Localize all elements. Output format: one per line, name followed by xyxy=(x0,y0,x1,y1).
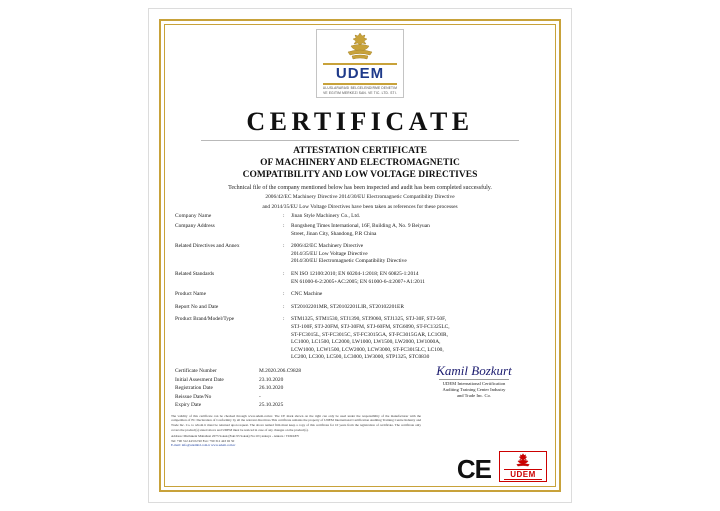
field-row-report-no xyxy=(171,304,549,312)
field-value xyxy=(291,243,549,266)
signature-mark: Kamil Bozkurt xyxy=(436,362,512,378)
date-value: - xyxy=(259,393,261,400)
crest-svg xyxy=(343,32,377,62)
signature-line-1: UDEM International Certification xyxy=(442,380,506,386)
field-row-product-model xyxy=(171,316,549,362)
udem-logo xyxy=(316,29,404,98)
field-label: Related Directives and Annex xyxy=(175,243,240,250)
colon: : xyxy=(283,223,285,229)
subtitle-line-1: ATTESTATION CERTIFICATE xyxy=(293,146,427,156)
field-label: Related Standards xyxy=(175,270,215,277)
stamp-divider-bottom xyxy=(504,479,542,480)
logo-header xyxy=(171,29,549,99)
reference-line-2: and 2014/35/EU Low Voltage Directives have been taken as references for these processes xyxy=(262,203,458,210)
legal-paragraph: The validity of this certificate can be checked through www.udem.com.tr. The CE mark shown on the right can only be used under the responsibility of the manufacturer with the competition of EC Declaration of Conformity by all the relevant directives.This certificate remains the property of UDEM International Certification Auditing Training Centre Industry and Trade Inc. Co. to whom it must be returned upon request. The above named firm must keep a copy of this certificate for 10 years from the registration of certificate. The certificate only covers the product(s) stated above and UDEM must be noticed in case of any changes on the product(s). xyxy=(171,413,421,432)
company-name-label: Company Name xyxy=(175,213,212,219)
reference-line-1: 2006/42/EC Machinery Directive 2014/30/EU Electromagnetic Compatibility Directive xyxy=(265,194,455,200)
value-line: 2014/35/EU Low Voltage Directive xyxy=(291,250,368,257)
logo-subtitle-line1: ULUSLARARASI BELGELENDIRME DENETIM xyxy=(322,86,398,90)
stamp-wordmark: UDEM xyxy=(510,470,536,479)
date-label: Registration Date xyxy=(175,385,213,392)
value-line: STJ-100F, STJ-20FM, STJ-30FM, STJ-60FM, STG6090, ST-FC1325LC, xyxy=(291,323,450,330)
legal-phone: Tel: +90 312 443 02 90 Fax: +90 312 443 02 50 xyxy=(171,438,235,443)
ce-mark-icon: CE xyxy=(456,454,491,484)
udem-crest-icon xyxy=(500,453,546,469)
field-value: ST20102201MR, ST20102201LIR, ST20102201ER xyxy=(291,303,404,310)
field-value: CNC Machine xyxy=(291,291,323,298)
date-label: Certificate Number xyxy=(175,367,217,374)
date-value: 26.10.2020 xyxy=(259,385,284,392)
udem-stamp xyxy=(499,451,547,482)
signature-line-2: Auditing Training Center Industry xyxy=(442,386,506,392)
date-label: Initial Assesment Date xyxy=(175,376,224,383)
colon: : xyxy=(283,303,285,310)
intro-text: Technical file of the company mentioned below has been inspected and audit has been completed successfuly. xyxy=(228,185,492,191)
field-label: Product Name xyxy=(175,291,206,298)
value-line: Street, Jinan City, Shandong, P.R China xyxy=(291,230,377,237)
value-line: STM1325, STM1530, STJ1390, STJ9060, STJ1325, STJ-30F, STJ-50F, xyxy=(291,316,447,323)
date-row-expiry xyxy=(171,401,549,410)
value-line: 2006/42/EC Machinery Directive xyxy=(291,243,364,250)
field-value xyxy=(291,316,549,362)
signature-block xyxy=(399,363,549,399)
value-line: 2014/30/EU Electromagnetic Compatibility Directive xyxy=(291,258,407,265)
value-line: LCW1000, LCW1500, LCW2000, LCW3000, ST-FC3015LC, LC100, xyxy=(291,346,444,353)
colon: : xyxy=(283,316,285,323)
value-line: LC1000, LC1500, LC2000, LW1000, LW1500, LW2000, LW1000A, xyxy=(291,339,441,346)
value-line: EN 61000-6-2:2005+AC:2005; EN 61000-6-4:2007+A1:2011 xyxy=(291,278,425,285)
field-row-related-directives xyxy=(171,243,549,266)
field-row-product-name xyxy=(171,291,549,299)
logo-divider-bottom xyxy=(323,83,397,85)
colon: : xyxy=(283,270,285,277)
field-value xyxy=(291,223,549,238)
date-value: M.2020.206.C9828 xyxy=(259,367,302,374)
certificate-dates-block xyxy=(171,362,549,410)
colon: : xyxy=(283,243,285,250)
crest-svg-small xyxy=(513,453,533,469)
field-row-related-standards xyxy=(171,271,549,286)
field-value xyxy=(291,271,549,286)
conformity-marks xyxy=(457,451,547,482)
legal-address: Address: Mutlukent Mahallesi 2073 Sokak (Eski 93 Sokak) No:10 Çankaya - Ankara / TURKEY xyxy=(171,434,300,439)
value-line: LC200, LC300, LC500, LC3000, LW3000, STP1325, STC0830 xyxy=(291,354,430,361)
value-line: EN ISO 12100:2010; EN 60204-1:2018; EN 60825-1:2014 xyxy=(291,270,419,277)
date-value: 23.10.2020 xyxy=(259,376,284,383)
signature-rule xyxy=(439,379,509,380)
subtitle-line-2: OF MACHINERY AND ELECTROMAGNETIC xyxy=(260,158,460,168)
colon: : xyxy=(283,213,285,219)
logo-subtitle-line2: VE EGITIM MERKEZI SAN. VE TIC. LTD. STI. xyxy=(323,91,397,95)
field-row-company-address xyxy=(171,223,549,238)
subtitle-line-3: COMPATIBILITY AND LOW VOLTAGE DIRECTIVES xyxy=(242,170,478,180)
value-line: Rongsheng Times International, 16F, Building A, No. 9 Beiyuan xyxy=(291,223,430,229)
date-label: Expiry Date xyxy=(175,402,202,409)
title-divider xyxy=(201,140,519,141)
date-label: Reissue Date/No xyxy=(175,393,212,400)
field-label: Report No and Date xyxy=(175,303,219,310)
date-value: 25.10.2025 xyxy=(259,402,284,409)
field-label: Product Brand/Model/Type xyxy=(175,316,235,323)
signature-line-3: and Trade Inc. Co. xyxy=(456,392,492,398)
field-label: Company Address xyxy=(175,223,215,229)
colon: : xyxy=(283,291,285,298)
page-title: CERTIFICATE xyxy=(246,107,474,136)
value-line: ST-FC3015L, ST-FC3015C, ST-FC3015GA, ST-FC3015GAR, LC1OIR, xyxy=(291,331,448,338)
legal-email[interactable]: E-mail: info@udemltd.com.tr www.udem.com.tr xyxy=(171,443,236,448)
certificate-frame xyxy=(148,8,572,503)
company-name-row xyxy=(171,213,549,219)
udem-crest-icon xyxy=(317,32,403,62)
legal-notice xyxy=(171,414,421,448)
logo-wordmark: UDEM xyxy=(335,65,385,82)
certificate-content xyxy=(171,27,549,488)
field-list xyxy=(171,223,549,362)
company-name-value: Jinan Style Machinery Co., Ltd. xyxy=(291,213,361,219)
